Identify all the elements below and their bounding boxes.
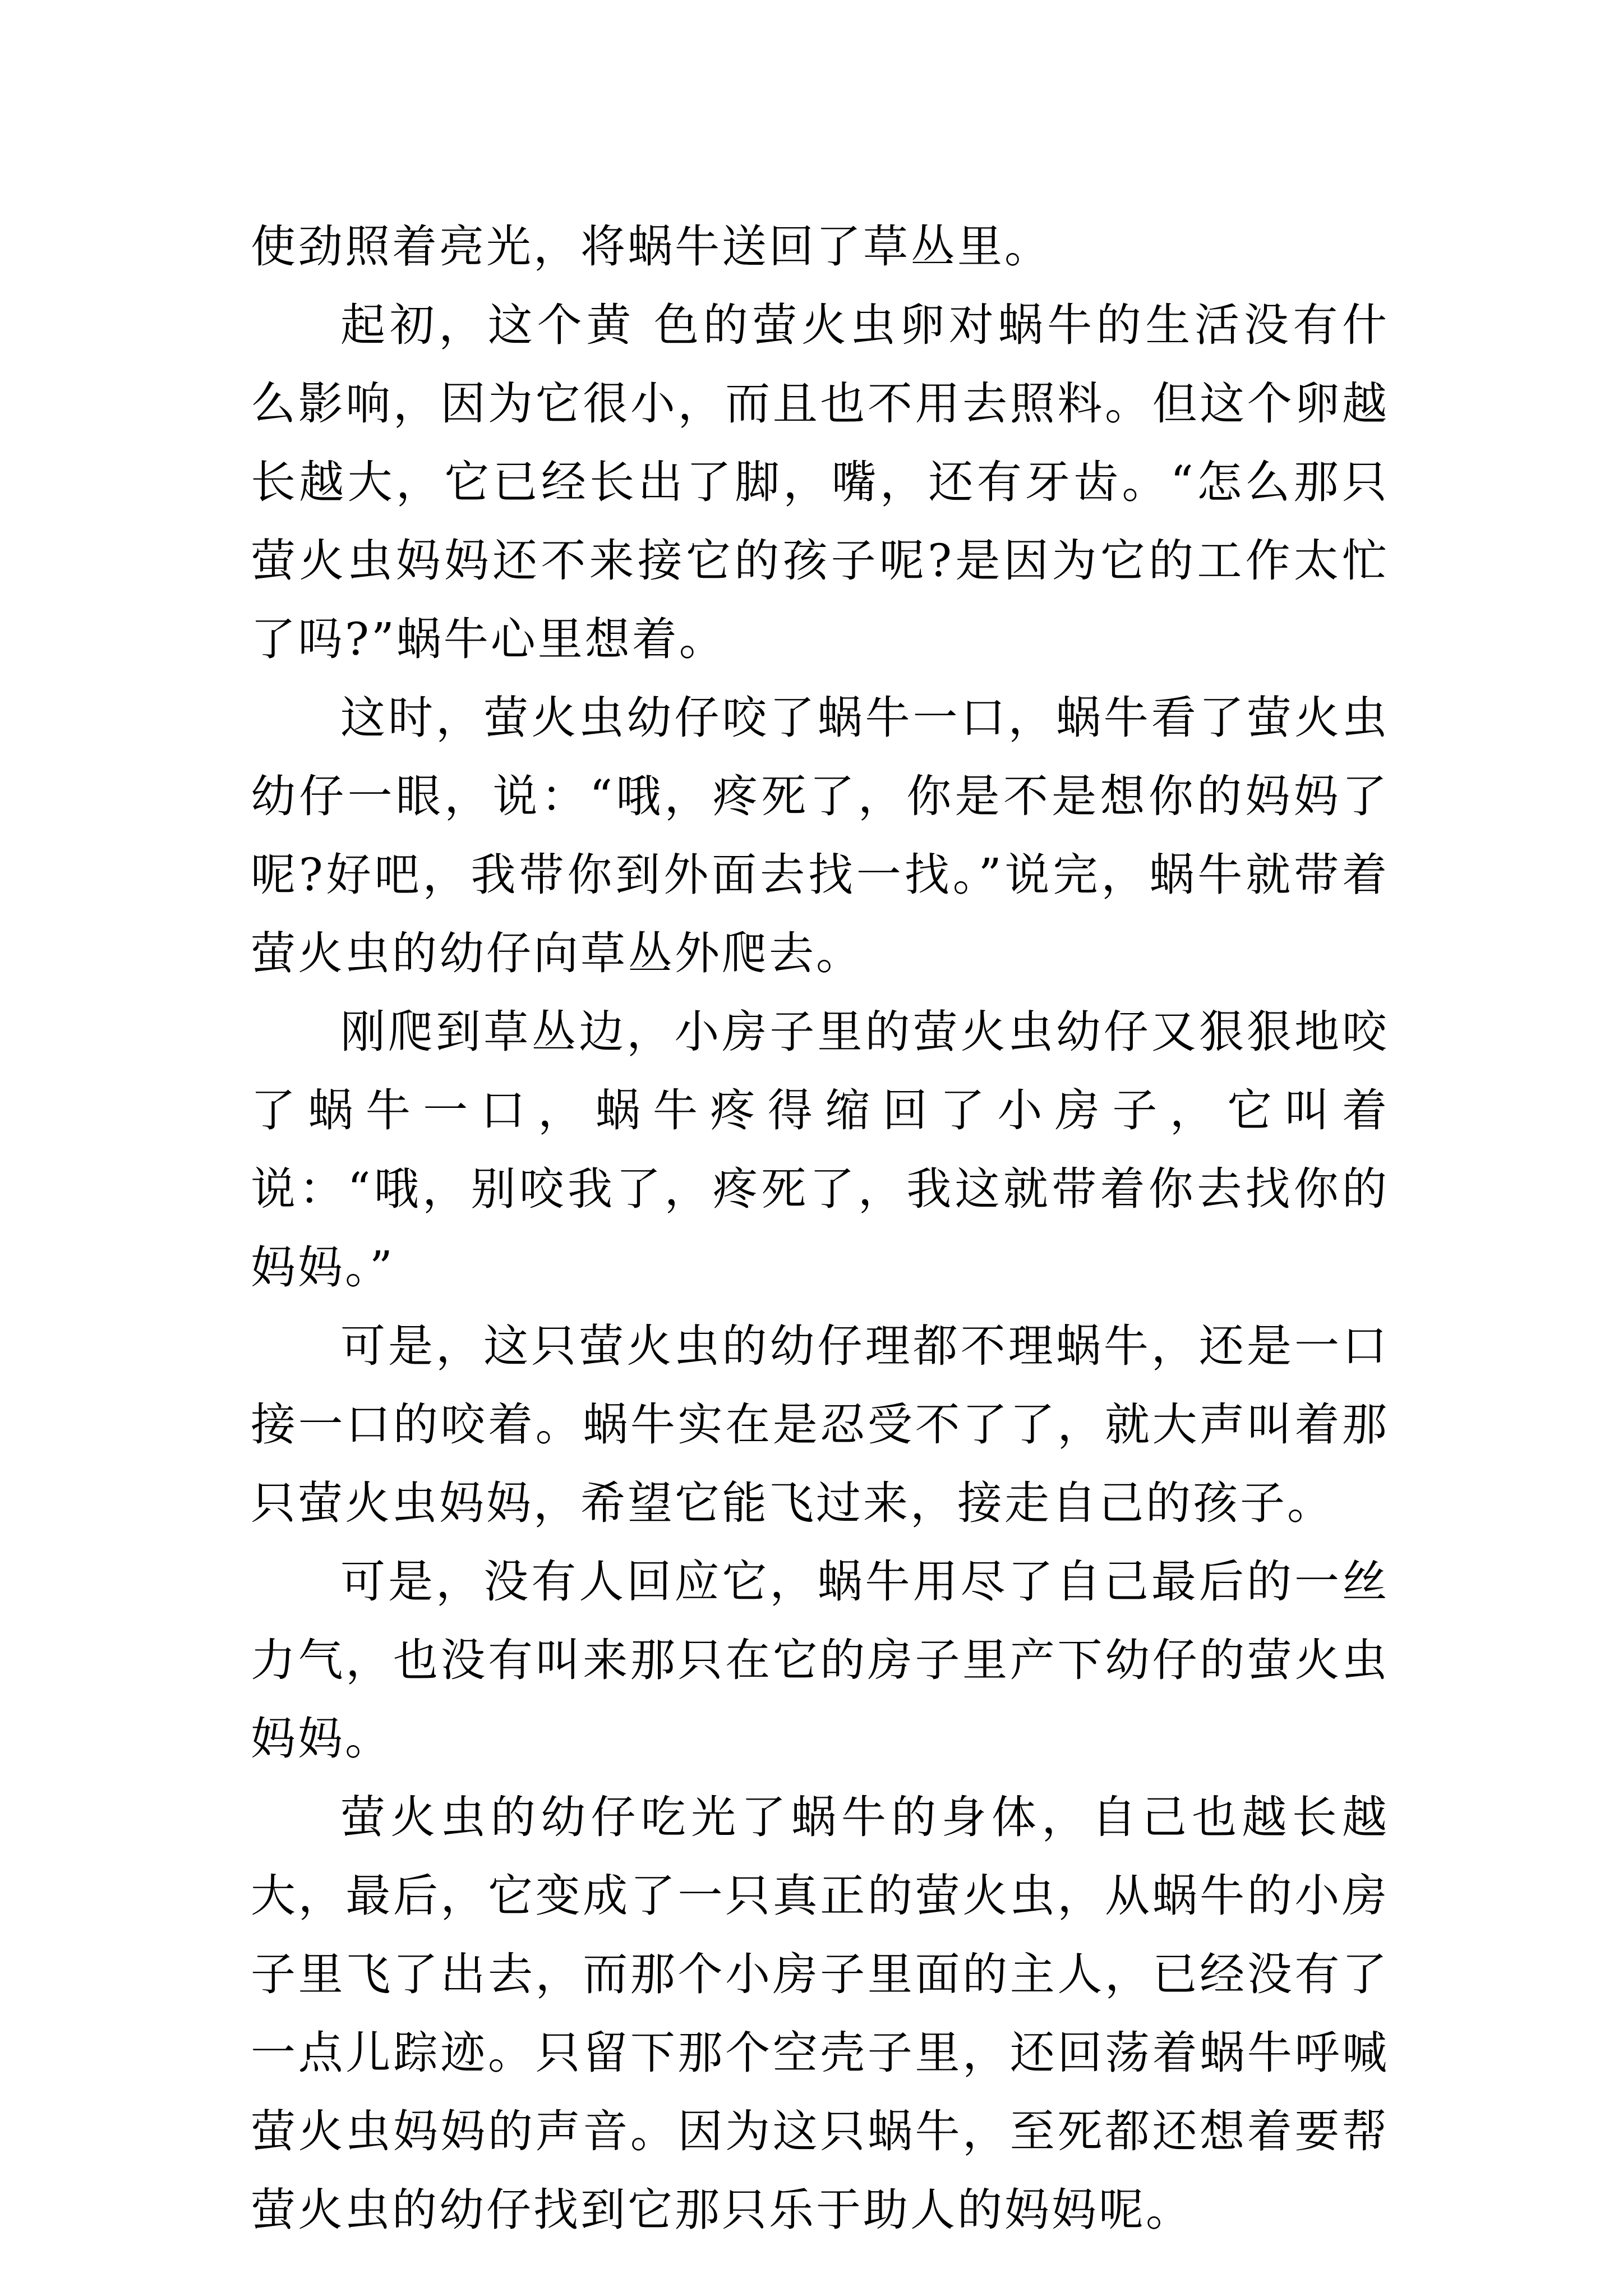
paragraph-7: 萤火虫的幼仔吃光了蜗牛的身体，自己也越长越大，最后，它变成了一只真正的萤火虫，从蜗牛的小房子里飞了出去，而那个小房子里面的主人，已经没有了一点儿踪迹。只留下那个空壳子里，还回荡着蜗牛呼喊萤火虫妈妈的声音。因为这只蜗牛，至死都还想着要帮萤火虫的幼仔找到它那只乐于助人的妈妈呢。 (251, 1791, 1389, 2236)
paragraph-2: 起初，这个黄 色的萤火虫卵对蜗牛的生活没有什么影响，因为它很小，而且也不用去照料。但这个卵越长越大，它已经长出了脚，嘴，还有牙齿。“怎么那只萤火虫妈妈还不来接它的孩子呢?是因为它的工作太忙了吗?”蜗牛心里想着。 (251, 299, 1389, 665)
paragraph-5: 可是，这只萤火虫的幼仔理都不理蜗牛，还是一口接一口的咬着。蜗牛实在是忍受不了了，就大声叫着那只萤火虫妈妈，希望它能飞过来，接走自己的孩子。 (251, 1320, 1389, 1529)
paragraph-1: 使劲照着亮光，将蜗牛送回了草丛里。 (251, 220, 1052, 273)
paragraph-6: 可是，没有人回应它，蜗牛用尽了自己最后的一丝力气，也没有叫来那只在它的房子里产下幼仔的萤火虫妈妈。 (251, 1556, 1389, 1765)
paragraph-3: 这时，萤火虫幼仔咬了蜗牛一口，蜗牛看了萤火虫幼仔一眼，说：“哦，疼死了，你是不是想你的妈妈了呢?好吧，我带你到外面去找一找。”说完，蜗牛就带着萤火虫的幼仔向草丛外爬去。 (251, 692, 1389, 979)
paragraph-4: 刚爬到草丛边，小房子里的萤火虫幼仔又狠狠地咬了蜗牛一口，蜗牛疼得缩回了小房子，它叫着说：“哦，别咬我了，疼死了，我这就带着你去找你的妈妈。” (251, 1006, 1389, 1294)
story-text (251, 208, 1389, 2249)
